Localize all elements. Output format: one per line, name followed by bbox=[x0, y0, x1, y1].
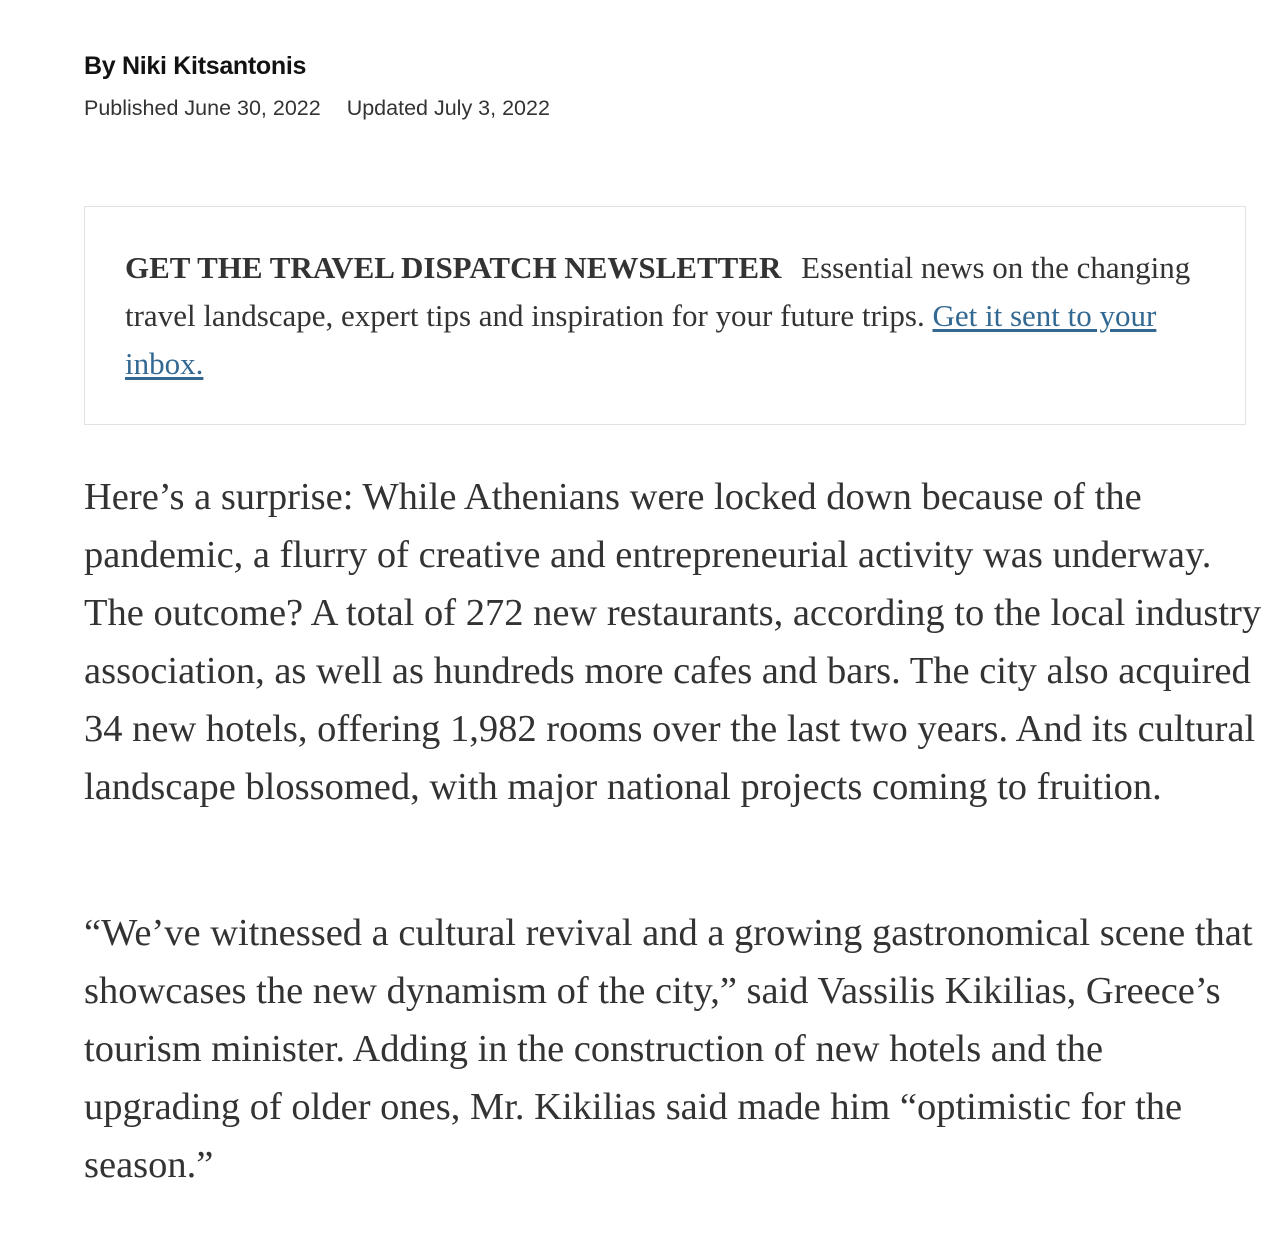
published-date: Published June 30, 2022 bbox=[84, 96, 321, 120]
newsletter-signup-link[interactable]: Get it sent to your inbox. bbox=[125, 298, 1157, 381]
newsletter-description: Essential news on the changing travel landscape, expert tips and inspiration for your future trips. bbox=[125, 250, 1191, 333]
article-paragraph: “We’ve witnessed a cultural revival and a growing gastronomical scene that showcases the new dynamism of the city,” said Vassilis Kikilias, Greece’s tourism minister. Adding in the construction of new hotels and the upgrading of older ones, Mr. Kikilias said made him “optimistic for the season.” bbox=[84, 912, 1253, 1186]
newsletter-promo bbox=[84, 206, 1246, 425]
article-dates bbox=[84, 96, 550, 121]
article-paragraph: Here’s a surprise: While Athenians were locked down because of the pandemic, a flurry of creative and entrepreneurial activity was underway. The outcome? A total of 272 new restaurants, according to the local industry association, as well as hundreds more cafes and bars. The city also acquired 34 new hotels, offering 1,982 rooms over the last two years. And its cultural landscape blossomed, with major national projects coming to fruition. bbox=[84, 476, 1262, 808]
updated-date: Updated July 3, 2022 bbox=[346, 96, 550, 120]
byline[interactable]: By Niki Kitsantonis bbox=[84, 52, 307, 80]
newsletter-title: GET THE TRAVEL DISPATCH NEWSLETTER bbox=[125, 250, 782, 285]
